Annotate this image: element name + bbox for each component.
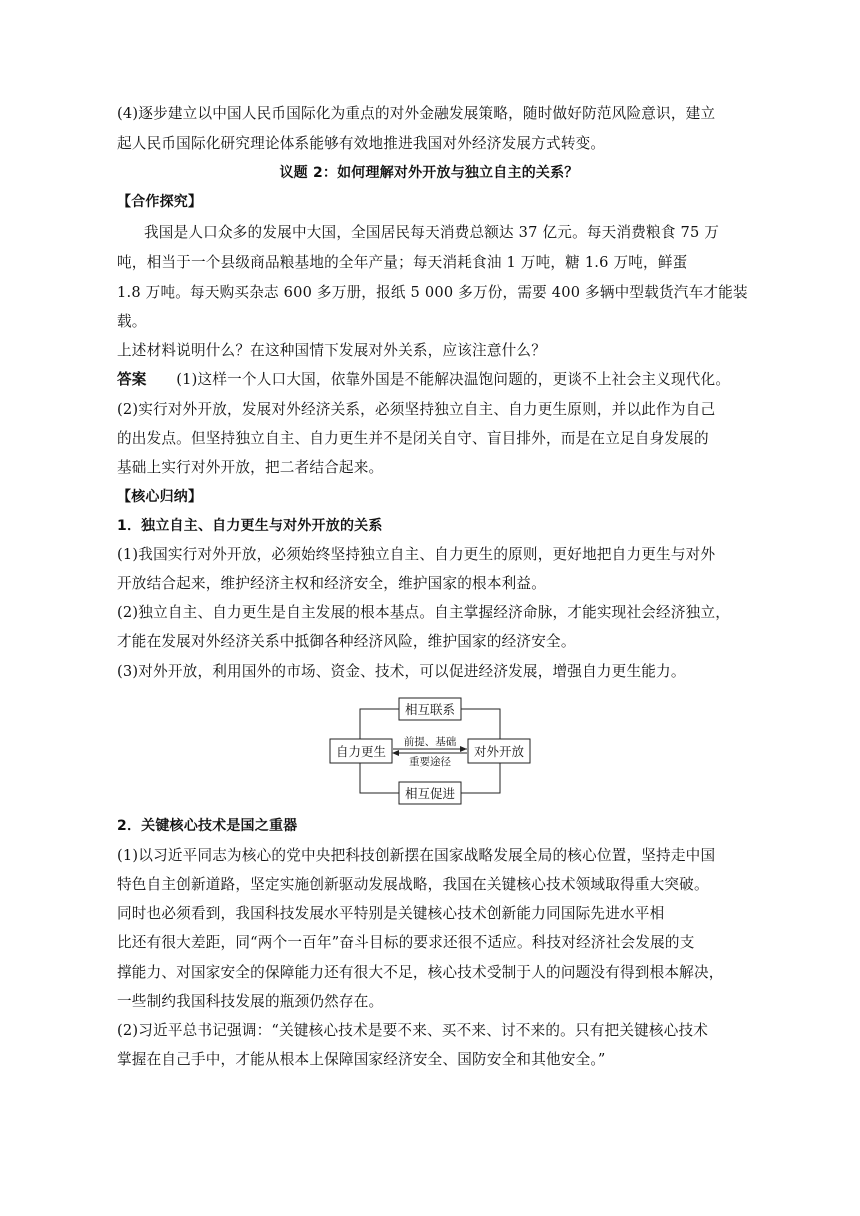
bottom-box-label: 相互促进 — [404, 786, 456, 801]
topic-heading: 议题 2：如何理解对外开放与独立自主的关系？ — [279, 165, 579, 181]
paragraph-line: (2)习近平总书记强调：“关键核心技术是要不来、买不来、讨不来的。只有把关键核心技术 — [117, 1022, 709, 1039]
subheading: 1．独立自主、自力更生与对外开放的关系 — [117, 518, 383, 534]
section-label: 【核心归纳】 — [117, 489, 203, 505]
left-box-label: 自力更生 — [335, 744, 387, 759]
paragraph-line: 掌握在自己手中，才能从根本上保障国家经济安全、国防安全和其他安全。” — [117, 1051, 606, 1068]
paragraph-line: 比还有很大差距，同“两个一百年”奋斗目标的要求还很不适应。科技对经济社会发展的支 — [117, 934, 695, 951]
subheading: 2．关键核心技术是国之重器 — [117, 818, 298, 834]
material-line: 1.8 万吨。每天购买杂志 600 多万册，报纸 5 000 多万份，需要 400 多辆中型载货汽车才能装 — [117, 284, 748, 301]
question-line: 上述材料说明什么？在这种国情下发展对外关系，应该注意什么？ — [117, 342, 547, 359]
material-line: 载。 — [117, 313, 147, 330]
answer-text: (1)这样一个人口大国，依靠外国是不能解决温饱问题的，更谈不上社会主义现代化。 — [176, 371, 731, 388]
answer-line: (2)实行对外开放，发展对外经济关系，必须坚持独立自主、自力更生原则，并以此作为自己 — [117, 401, 716, 418]
paragraph-line: 才能在发展对外经济关系中抵御各种经济风险，维护国家的经济安全。 — [117, 633, 576, 650]
paragraph-line: (4)逐步建立以中国人民币国际化为重点的对外金融发展策略，随时做好防范风险意识，建立 — [117, 105, 716, 122]
paragraph-line: 开放结合起来，维护经济主权和经济安全，维护国家的根本利益。 — [117, 575, 547, 592]
right-box-label: 对外开放 — [473, 744, 525, 759]
top-box-label: 相互联系 — [404, 702, 456, 717]
paragraph-line: (1)我国实行对外开放，必须始终坚持独立自主、自力更生的原则，更好地把自力更生与对外 — [117, 546, 716, 563]
paragraph-line: 同时也必须看到，我国科技发展水平特别是关键核心技术创新能力同国际先进水平相 — [117, 905, 665, 922]
connector-line — [460, 763, 500, 793]
answer-line: 的出发点。但坚持独立自主、自力更生并不是闭关自守、盲目排外，而是在立足自身发展的 — [117, 430, 709, 447]
connector-line — [360, 763, 400, 793]
arrow-top-label: 前提、基础 — [403, 736, 457, 748]
answer-line: 基础上实行对外开放，把二者结合起来。 — [117, 459, 384, 476]
paragraph-line: 起人民币国际化研究理论体系能够有效地推进我国对外经济发展方式转变。 — [117, 135, 606, 152]
paragraph-line: (2)独立自主、自力更生是自主发展的根本基点。自主掌握经济命脉，才能实现社会经济独立， — [117, 604, 731, 621]
connector-line — [360, 709, 400, 739]
answer-label: 答案 — [117, 371, 147, 388]
paragraph-line: 特色自主创新道路，坚定实施创新驱动发展战略，我国在关键核心技术领域取得重大突破。 — [117, 876, 709, 893]
paragraph-line: (1)以习近平同志为核心的党中央把科技创新摆在国家战略发展全局的核心位置，坚持走中国 — [117, 847, 716, 864]
paragraph-line: (3)对外开放，利用国外的市场、资金、技术，可以促进经济发展，增强自力更生能力。 — [117, 663, 686, 680]
material-line: 吨，相当于一个县级商品粮基地的全年产量；每天消耗食油 1 万吨，糖 1.6 万吨，鲜蛋 — [117, 254, 688, 271]
section-label: 【合作探究】 — [117, 194, 203, 210]
connector-line — [460, 709, 500, 739]
paragraph-line: 一些制约我国科技发展的瓶颈仍然存在。 — [117, 993, 384, 1010]
paragraph-line: 撑能力、对国家安全的保障能力还有很大不足，核心技术受制于人的问题没有得到根本解决， — [117, 964, 724, 981]
material-line: 我国是人口众多的发展中大国，全国居民每天消费总额达 37 亿元。每天消费粮食 75 万 — [144, 224, 720, 241]
arrow-bottom-label: 重要途径 — [409, 756, 451, 768]
